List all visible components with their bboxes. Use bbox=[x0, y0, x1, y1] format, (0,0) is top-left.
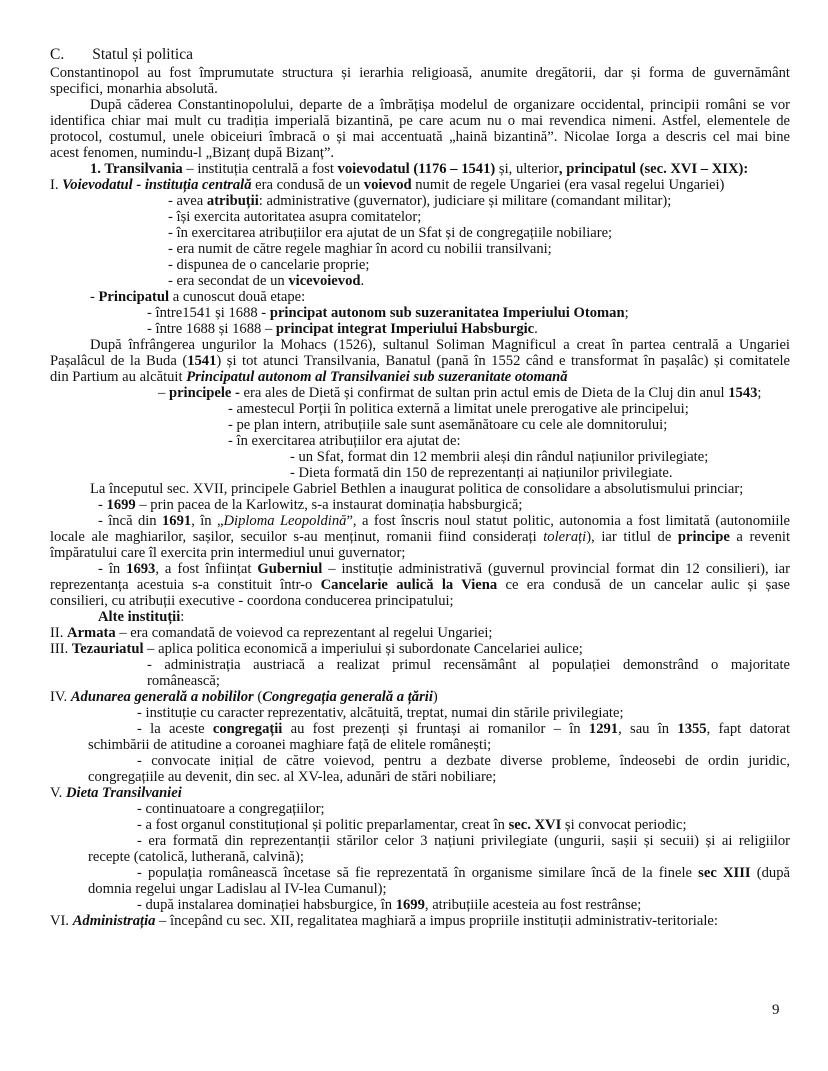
intro-line-2: specifici, monarhia absolută. bbox=[50, 81, 218, 97]
tezauriat-bullet-line-2: românească; bbox=[147, 673, 220, 689]
principele-bullet-1: - amestecul Porții în politica externă a limitat unele prerogative ale principelui; bbox=[228, 401, 689, 417]
diploma-line-2: locale ale maghiarilor, sașilor, secuilor s-au menținut, romanii fiind considerați tolerați), iar titlul de principe a revenit bbox=[50, 529, 791, 545]
adunarea-bullet-3-line-2: congregațiile au devenit, din sec. al XV-lea, adunări de stări nobiliare; bbox=[88, 769, 497, 785]
voievodat-bullet-5: - dispunea de o cancelarie proprie; bbox=[168, 257, 370, 273]
adunarea-bullet-1: - instituție cu caracter reprezentativ, alcătuită, treptat, numai din stările privilegiate; bbox=[137, 705, 624, 721]
dieta-bullet-1: - continuatoare a congregațiilor; bbox=[137, 801, 325, 817]
section-heading bbox=[50, 47, 193, 63]
mohacs-line-3: din Partium au alcătuit Principatul autonom al Transilvaniei sub suzeranitate otomană bbox=[50, 369, 568, 385]
intro-line-1: Constantinopol au fost împrumutate structura și ierarhia religioasă, anumite dregătorii, dar și forma de guvernământ bbox=[50, 65, 790, 81]
administratia-heading: VI. Administrația – începând cu sec. XII, regalitatea maghiară a impus propriile instituții administrativ-teritoriale: bbox=[50, 913, 718, 929]
section-title: Statul și politica bbox=[92, 46, 193, 63]
dieta-bullet-4-line-1: - populația românească încetase să fie reprezentată în organisme similare încă de la finele sec XIII (după bbox=[137, 865, 790, 881]
adunarea-bullet-2-line-1: - la aceste congregații au fost prezenți și fruntași ai romanilor – în 1291, sau în 1355, fapt datorat bbox=[137, 721, 791, 737]
principele-bullet-2: - pe plan intern, atribuțiile sale sunt asemănătoare cu cele ale domnitorului; bbox=[228, 417, 668, 433]
mohacs-line-1: După înfrângerea ungurilor la Mohacs (1526), sultanul Soliman Magnificul a creat în partea centrală a Ungariei bbox=[90, 337, 790, 353]
diploma-line-1: - încă din 1691, în „Diploma Leopoldină”, a fost înscris noul statut politic, autonomia a fost limitată (autonomiile bbox=[98, 513, 790, 529]
voievodat-bullet-2: - își exercita autoritatea asupra comitatelor; bbox=[168, 209, 422, 225]
principele-bullet-3: - în exercitarea atribuțiilor era ajutat de: bbox=[228, 433, 461, 449]
intro-p2-line-2: identifica chiar mai mult cu tradiția imperială bizantină, pe care acum nu o mai revendica nimeni. Astfel, elementele de bbox=[50, 113, 790, 129]
page-number: 9 bbox=[772, 1002, 780, 1018]
intro-p2-line-3: protocol, costumul, unele obiceiuri îmbracă o și mai accentuată „haină bizantină”. Nicolae Iorga a descris cel mai bine bbox=[50, 129, 790, 145]
adunarea-heading: IV. Adunarea generală a nobililor (Congregația generală a țării) bbox=[50, 689, 438, 705]
dieta-bullet-4-line-2: domnia regelui ungar Ladislau al IV-lea Cumanul); bbox=[88, 881, 387, 897]
dieta-bullet-3-line-1: - era formată din reprezentanții stărilor celor 3 națiuni privilegiate (ungurii, sașii și secuii) și ai religiilor bbox=[137, 833, 790, 849]
alte-institutii-heading: Alte instituții: bbox=[98, 609, 185, 625]
dieta-bullet-3-line-2: recepte (catolică, lutherană, calvină); bbox=[88, 849, 304, 865]
armata-line: II. Armata – era comandată de voievod ca reprezentant al regelui Ungariei; bbox=[50, 625, 493, 641]
adunarea-bullet-3-line-1: - convocate inițial de către voievod, pentru a dezbate diverse probleme, îndeosebi de ordin juridic, bbox=[137, 753, 790, 769]
principat-heading: - Principatul a cunoscut două etape: bbox=[90, 289, 306, 305]
absolutism-line: La începutul sec. XVII, principele Gabriel Bethlen a inaugurat politica de consolidare a absolutismului princiar; bbox=[90, 481, 744, 497]
voievodat-bullet-6: - era secondat de un vicevoievod. bbox=[168, 273, 365, 289]
adunarea-bullet-2-line-2: schimbării de atitudine a coroanei maghiare față de elitele românești; bbox=[88, 737, 492, 753]
mohacs-line-2: Pașalâcul de la Buda (1541) și tot atunci Transilvania, Banatul (pană în 1552 când e transformat în pașalâc) și comitatele bbox=[50, 353, 790, 369]
transilvania-heading: 1. Transilvania – instituția centrală a fost voievodatul (1176 – 1541) și, ulterior, principatul (sec. XVI – XIX): bbox=[90, 161, 749, 177]
karlowitz-line: - 1699 – prin pacea de la Karlowitz, s-a instaurat dominația habsburgică; bbox=[98, 497, 523, 513]
guberniu-line-1: - în 1693, a fost înființat Guberniul – instituție administrativă (guvernul provincial format din 12 consilieri), iar bbox=[98, 561, 790, 577]
principele-subbullet-sfat: - un Sfat, format din 12 membrii aleși din rândul națiunilor privilegiate; bbox=[290, 449, 709, 465]
diploma-line-3: împăratului care îl exercita prin intermediul unui guvernator; bbox=[50, 545, 406, 561]
dieta-heading: V. Dieta Transilvaniei bbox=[50, 785, 182, 801]
section-letter: C. bbox=[50, 46, 65, 63]
principele-subbullet-dieta: - Dieta formată din 150 de reprezentanți ai națiunilor privilegiate. bbox=[290, 465, 673, 481]
dieta-bullet-2: - a fost organul constituțional și politic preparlamentar, creat în sec. XVI și convocat periodic; bbox=[137, 817, 687, 833]
dieta-bullet-5: - după instalarea dominației habsburgice, în 1699, atribuțiile acesteia au fost restrânse; bbox=[137, 897, 642, 913]
voievodat-bullet-3: - în exercitarea atribuțiilor era ajutat de un Sfat și de congregațiile nobiliare; bbox=[168, 225, 613, 241]
voievodat-bullet-atributii: - avea atribuții: administrative (guvernator), judiciare și militare (comandant militar); bbox=[168, 193, 672, 209]
voievodat-bullet-4: - era numit de către regele maghiar în acord cu nobilii transilvani; bbox=[168, 241, 552, 257]
intro-p2-line-1: După căderea Constantinopolului, departe de a îmbrățișa modelul de organizare occidental, principii români se vor bbox=[90, 97, 790, 113]
principat-etapa-2: - între 1688 și 1688 – principat integrat Imperiului Habsburgic. bbox=[147, 321, 538, 337]
intro-p2-line-4: acest fenomen, numindu-l „Bizanț după Bizanț”. bbox=[50, 145, 335, 161]
guberniu-line-3: consilieri, cu atribuții executive - coordona conducerea principatului; bbox=[50, 593, 454, 609]
principele-line: – principele - era ales de Dietă și confirmat de sultan prin actul emis de Dieta de la Cluj din anul 1543; bbox=[158, 385, 762, 401]
voievodat-heading: I. Voievodatul - instituția centrală era condusă de un voievod numit de regele Ungariei (era vasal regelui Ungariei) bbox=[50, 177, 725, 193]
tezauriat-line: III. Tezauriatul – aplica politica economică a imperiului și subordonate Cancelariei aulice; bbox=[50, 641, 583, 657]
guberniu-line-2: reprezentanța acestuia s-a constituit într-o Cancelarie aulică la Viena ce era condusă de un cancelar aulic și șase bbox=[50, 577, 790, 593]
principat-etapa-1: - între1541 și 1688 - principat autonom sub suzeranitatea Imperiului Otoman; bbox=[147, 305, 629, 321]
tezauriat-bullet-line-1: - administrația austriacă a realizat primul recensământ al populației demonstrând o majoritate bbox=[147, 657, 790, 673]
